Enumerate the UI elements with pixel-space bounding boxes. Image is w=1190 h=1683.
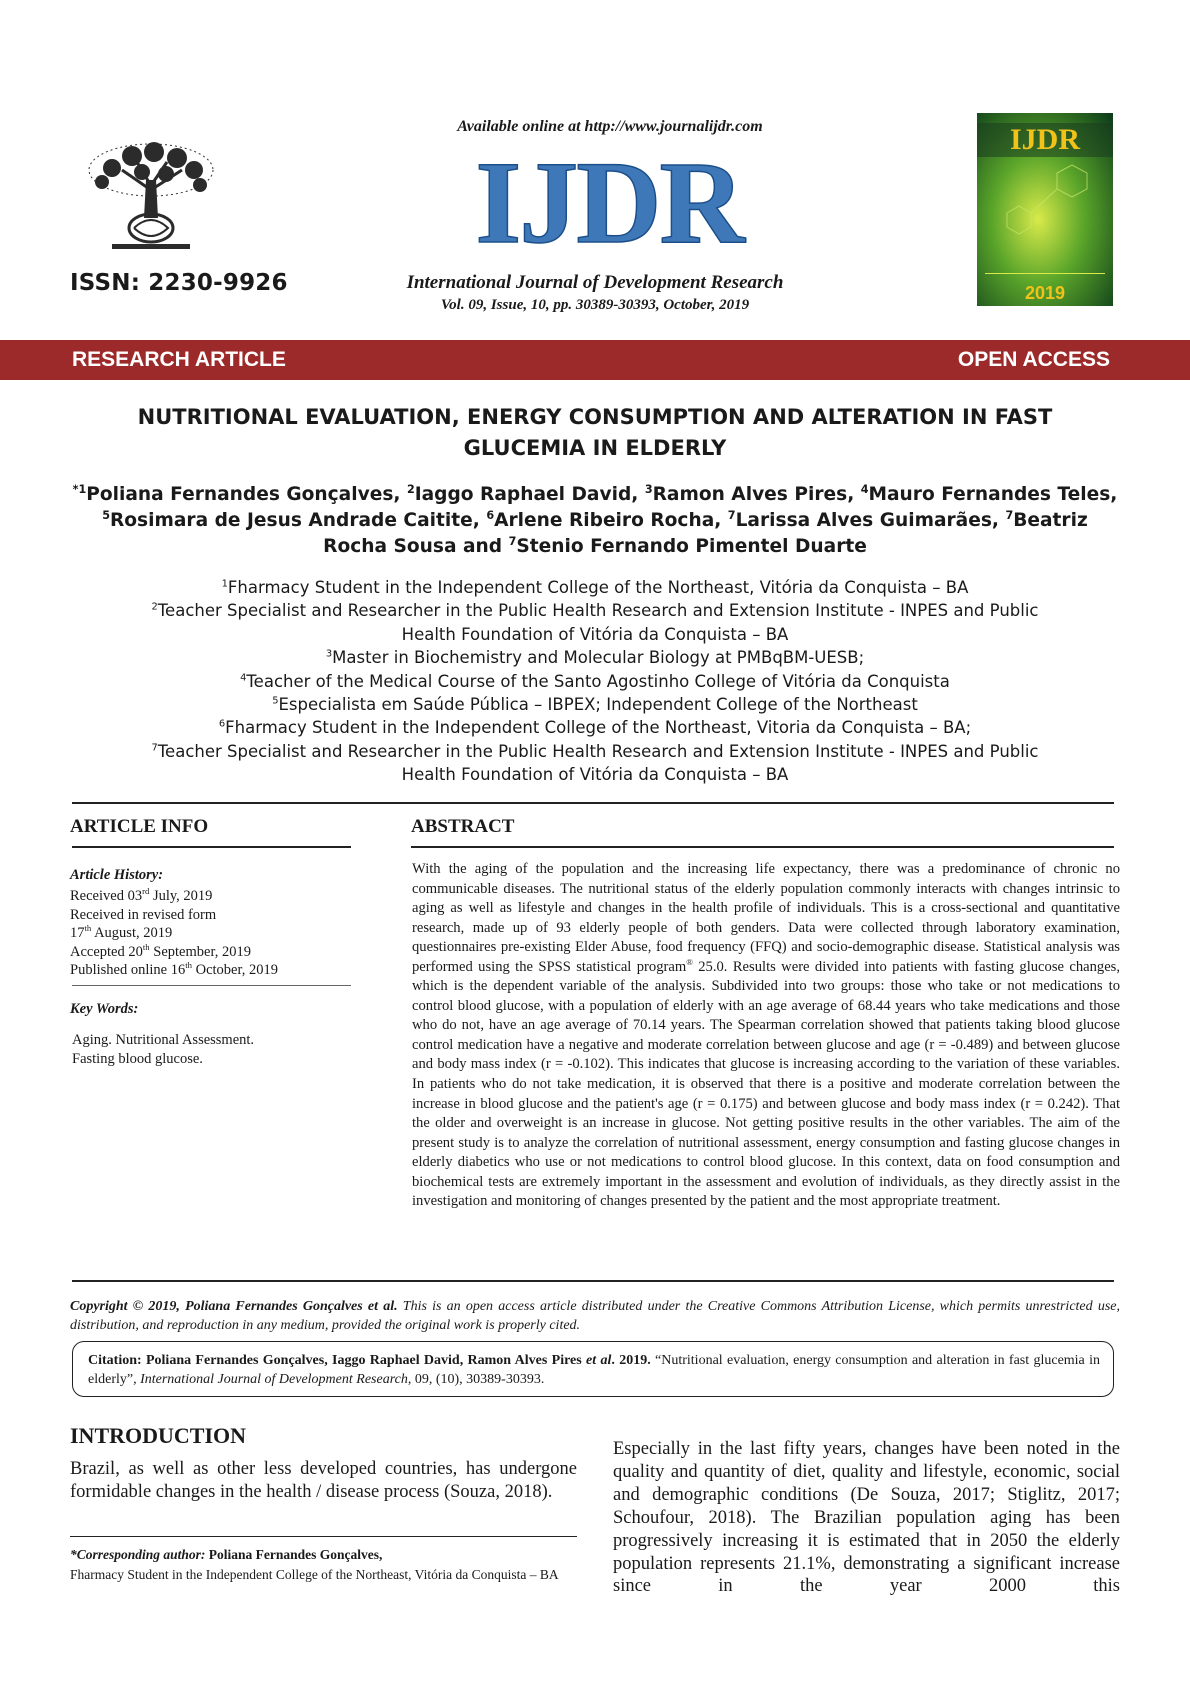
available-online-url[interactable]: Available online at http://www.journalijdr.com xyxy=(457,118,763,135)
revised-label: Received in revised form xyxy=(70,906,217,923)
divider xyxy=(72,1280,1114,1282)
published-date: Published online 16th October, 2019 xyxy=(70,960,278,979)
affiliation: $^3$Master in Biochemistry and Molecular Biology at PMBqBM-UESB; xyxy=(325,648,865,668)
research-article-label: RESEARCH ARTICLE xyxy=(72,348,286,371)
keywords-title: Key Words: xyxy=(70,1001,139,1017)
corresponding-author: *Corresponding author: Poliana Fernandes Gonçalves, xyxy=(70,1547,383,1562)
article-history-list xyxy=(70,887,278,980)
affiliation: $^7$Teacher Specialist and Researcher in the Public Health Research and Extension Institute - INPES and Public Health Foundation of Vitória da Conquista – BA xyxy=(151,741,1039,785)
abstract-heading: ABSTRACT xyxy=(411,816,515,837)
affiliation: $^6$Fharmacy Student in the Independent College of the Northeast, Vitoria da Conquista – BA; xyxy=(218,718,972,738)
introduction-heading: INTRODUCTION xyxy=(70,1423,247,1448)
author-name: Arlene Ribeiro Rocha xyxy=(494,510,715,531)
corresponding-author-affiliation: Fharmacy Student in the Independent College of the Northeast, Vitória da Conquista – BA xyxy=(70,1567,559,1582)
cover-logo-text: IJDR xyxy=(1009,123,1081,156)
journal-volume: Vol. 09, Issue, 10, pp. 30389-30393, October, 2019 xyxy=(440,297,750,313)
tree-logo-icon xyxy=(82,140,220,256)
author-name: Iaggo Raphael David xyxy=(414,484,632,505)
keywords: Aging. Nutritional Assessment. Fasting blood glucose. xyxy=(72,1032,255,1067)
affiliation: $^2$Teacher Specialist and Researcher in the Public Health Research and Extension Institute - INPES and Public Health Foundation of Vitória da Conquista – BA xyxy=(151,601,1039,644)
affiliation: $^5$Especialista em Saúde Pública – IBPEX; Independent College of the Northeast xyxy=(272,695,918,715)
article-history-title: Article History: xyxy=(70,867,164,883)
revised-date: 17th August, 2019 xyxy=(70,923,173,942)
article-info-heading: ARTICLE INFO xyxy=(70,816,209,837)
author-name: Stenio Fernando Pimentel Duarte xyxy=(516,536,867,557)
ijdr-logo-text: IJDR xyxy=(475,150,743,255)
copyright-notice: Copyright © 2019, Poliana Fernandes Gonçalves et al. This is an open access article distributed under the Creative Commons Attribution License, which permits unrestricted use, distribution, and reproduction in any medium, provided the original work is properly cited. xyxy=(70,1299,1120,1333)
affiliation-list xyxy=(70,576,1120,787)
affiliation: $^1$Fharmacy Student in the Independent College of the Northeast, Vitória da Conquista – BA xyxy=(221,578,969,597)
author-name: Poliana Fernandes Gonçalves xyxy=(86,484,394,505)
accepted-date: Accepted 20th September, 2019 xyxy=(70,941,251,960)
open-access-label: OPEN ACCESS xyxy=(957,348,1110,371)
divider xyxy=(72,985,351,986)
issn: ISSN: 2230-9926 xyxy=(70,270,288,296)
author-name: Larissa Alves Guimarães xyxy=(735,510,992,531)
author-name: Beatriz Rocha Sousa xyxy=(323,510,1088,557)
abstract-text: With the aging of the population and the increasing life expectancy, there was a predominance of chronic no communicable diseases. The nutritional status of the elderly population commonly interacts with changes intrinsic to aging as well as lifestyle and changes in the health profile of individuals. This is a cross-sectional and quantitative research, made up of 93 elderly people of both genders. Data were collected through laboratory examination, questionnaires pre-existing Elder Abuse, food frequency (FFQ) and socio-demographic disease. Statistical analysis was performed using the SPSS statistical program® 25.0. Results were divided into patients with fasting glucose changes, which is the dependent variable of the analysis. Subdivided into two groups: those who take or not medications to control blood glucose, with a population of elderly with an age average of 68.44 years who take medications and those who do not, have an age average of 70.14 years. The Spearman correlation showed that patients taking blood glucose control medication have a negative and moderate correlation between glucose and age (r = -0.489) and between glucose and body mass index (r = -0.102). This indicates that glucose is increasing according to the variation of these variables. In patients who do not take medication, it is observed that there is a positive and moderate correlation between the increase in blood glucose and the patient's age (r = 0.175) and between glucose and body mass index (r = 0.242). That the older and overweight is an increase in glucose. Not getting positive results in the other variables. The aim of the present study is to analyze the correlation of nutritional assessment, energy consumption and fasting glucose changes in elderly diabetics who use or not medications to control blood glucose. In this context, data on food consumption and biochemical tests are extremely important in the assessment and evolution of individuals, as they directly assist in the investigation and monitoring of changes presented by the patient and the most appropriate treatment. xyxy=(412,861,1121,1210)
divider xyxy=(72,846,351,848)
citation-text: Citation: Poliana Fernandes Gonçalves, Iaggo Raphael David, Ramon Alves Pires et al. 2019. “Nutritional evaluation, energy consumption and alteration in fast glucemia in elderly”, International Journal of Development Research, 09, (10), 30389-30393. xyxy=(88,1353,1100,1387)
author-name: Rosimara de Jesus Andrade Caitite xyxy=(109,510,473,531)
introduction-right-text: Especially in the last fifty years, changes have been noted in the quality and quantity of diet, quality and lifestyle, economic, social and demographic conditions (De Souza, 2017; Stiglitz, 2017; Schoufour, 2018). The Brazilian population aging has been progressively increasing it is estimated that in 2050 the elderly population represents 21.1%, demonstrating a significant increase since in the year 2000 this xyxy=(613,1439,1120,1597)
author-list: $^{*1}$Poliana Fernandes Gonçalves, $^2$Iaggo Raphael David, $^3$Ramon Alves Pires, $^4$Mauro Fernandes Teles, $^5$Rosimara de Jesus Andrade Caitite, $^6$Arlene Ribeiro Rocha, $^7$Larissa Alves Guimarães, $^7$Beatriz Rocha Sousa and $^7$Stenio Fernando Pimentel Duarte xyxy=(72,482,1118,557)
author-name: Ramon Alves Pires xyxy=(652,484,848,505)
footnote-divider xyxy=(70,1536,577,1537)
paper-title: NUTRITIONAL EVALUATION, ENERGY CONSUMPTION AND ALTERATION IN FAST GLUCEMIA IN ELDERLY xyxy=(137,405,1053,460)
journal-name: International Journal of Development Research xyxy=(406,272,784,293)
ijdr-logo xyxy=(432,150,787,255)
journal-cover-image xyxy=(977,113,1113,306)
affiliation: $^4$Teacher of the Medical Course of the Santo Agostinho College of Vitória da Conquista xyxy=(240,671,950,691)
introduction-left-text: Brazil, as well as other less developed countries, has undergone formidable changes in the health / disease process (Souza, 2018). xyxy=(70,1459,577,1502)
received-date: Received 03rd July, 2019 xyxy=(70,886,213,904)
divider xyxy=(411,846,1114,848)
author-name: Mauro Fernandes Teles xyxy=(868,484,1111,505)
cover-year: 2019 xyxy=(1024,283,1066,303)
divider xyxy=(72,802,1114,804)
